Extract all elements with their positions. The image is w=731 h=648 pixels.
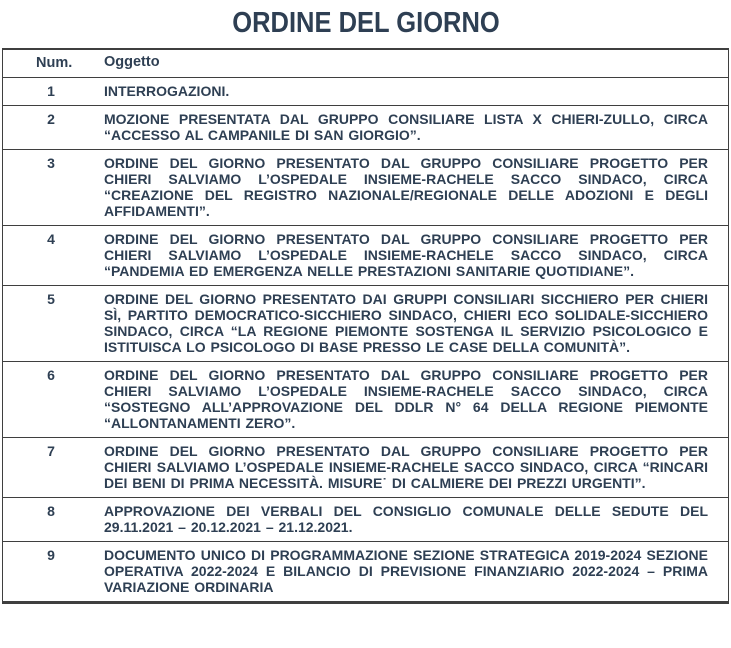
row-num: 8 xyxy=(47,503,55,519)
table-row xyxy=(3,226,728,286)
page-title-text: ORDINE DEL GIORNO xyxy=(231,7,500,39)
row-oggetto: ORDINE DEL GIORNO PRESENTATO DAL GRUPPO CONSILIARE PROGETTO PER CHIERI SALVIAMO L’OSPEDALE INSIEME-RACHELE SACCO SINDACO, CIRCA “RINCARI DEI BENI DI PRIMA NECESSITÀ. MISURE˙ DI CALMIERE DEI PREZZI URGENTI”. xyxy=(104,443,708,491)
row-num: 2 xyxy=(47,111,55,127)
row-oggetto: INTERROGAZIONI. xyxy=(104,83,230,99)
row-oggetto: ORDINE DEL GIORNO PRESENTATO DAI GRUPPI CONSILIARI SICCHIERO PER CHIERI SÌ, PARTITO DEMOCRATICO-SICCHIERO SINDACO, CHIERI ECO SOLIDALE-SICCHIERO SINDACO, CIRCA “LA REGIONE PIEMONTE SOSTENGA IL SERVIZIO PSICOLOGICO E ISTITUISCA LO PSICOLOGO DI BASE PRESSO LE CASE DELLA COMUNITÀ”. xyxy=(104,291,708,355)
row-oggetto: ORDINE DEL GIORNO PRESENTATO DAL GRUPPO CONSILIARE PROGETTO PER CHIERI SALVIAMO L’OSPEDALE INSIEME-RACHELE SACCO SINDACO, CIRCA “SOSTEGNO ALL’APPROVAZIONE DEL DDLR N° 64 DELLA REGIONE PIEMONTE “ALLONTANAMENTI ZERO”. xyxy=(104,367,708,431)
col-num-header: Num. xyxy=(36,55,73,71)
table-row xyxy=(3,542,728,601)
row-oggetto: ORDINE DEL GIORNO PRESENTATO DAL GRUPPO CONSILIARE PROGETTO PER CHIERI SALVIAMO L’OSPEDALE INSIEME-RACHELE SACCO SINDACO, CIRCA “CREAZIONE DEL REGISTRO NAZIONALE/REGIONALE DELLE ADOZIONI E DEGLI AFFIDAMENTI”. xyxy=(104,155,708,219)
row-num: 7 xyxy=(47,443,55,459)
table-row xyxy=(3,286,728,362)
row-oggetto: DOCUMENTO UNICO DI PROGRAMMAZIONE SEZIONE STRATEGICA 2019-2024 SEZIONE OPERATIVA 2022-2024 E BILANCIO DI PREVISIONE FINANZIARIO 2022-2024 – PRIMA VARIAZIONE ORDINARIA xyxy=(104,547,708,595)
table-row xyxy=(3,498,728,542)
row-num: 4 xyxy=(47,231,55,247)
row-num: 6 xyxy=(47,367,55,383)
row-oggetto: MOZIONE PRESENTATA DAL GRUPPO CONSILIARE LISTA X CHIERI-ZULLO, CIRCA “ACCESSO AL CAMPANILE DI SAN GIORGIO”. xyxy=(104,111,708,143)
row-num: 1 xyxy=(47,83,55,99)
row-oggetto: ORDINE DEL GIORNO PRESENTATO DAL GRUPPO CONSILIARE PROGETTO PER CHIERI SALVIAMO L’OSPEDALE INSIEME-RACHELE SACCO SINDACO, CIRCA “PANDEMIA ED EMERGENZA NELLE PRESTAZIONI SANITARIE QUOTIDIANE”. xyxy=(104,231,708,279)
col-oggetto-header: Oggetto xyxy=(104,54,160,70)
table-row xyxy=(3,150,728,226)
table-body xyxy=(3,78,728,601)
page-title xyxy=(0,7,731,47)
table-row xyxy=(3,106,728,150)
table-row xyxy=(3,78,728,106)
row-num: 5 xyxy=(47,291,55,307)
row-num: 9 xyxy=(47,547,55,563)
table-row xyxy=(3,362,728,438)
row-num: 3 xyxy=(47,155,55,171)
row-oggetto: APPROVAZIONE DEI VERBALI DEL CONSIGLIO COMUNALE DELLE SEDUTE DEL 29.11.2021 – 20.12.2021 – 21.12.2021. xyxy=(104,503,708,535)
table-row xyxy=(3,438,728,498)
agenda-table xyxy=(2,48,729,604)
table-header xyxy=(3,50,728,78)
